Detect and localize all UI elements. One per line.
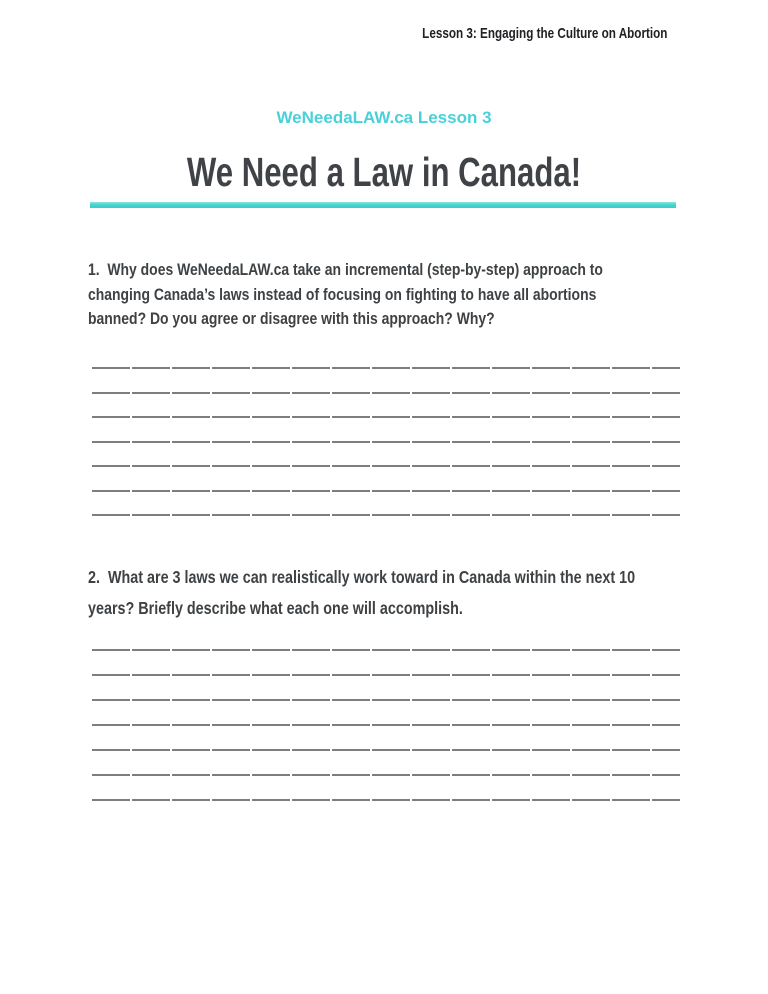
- worksheet-subtitle: WeNeedaLAW.ca Lesson 3: [276, 108, 492, 127]
- question-1-text-line: banned? Do you agree or disagree with this approach? Why?: [88, 309, 495, 328]
- answer-line: [92, 465, 680, 467]
- answer-line: [92, 392, 680, 394]
- answer-line: [92, 441, 680, 443]
- answer-line: [92, 367, 680, 369]
- question-1-answer-lines: [92, 367, 680, 516]
- answer-line: [92, 674, 680, 676]
- lesson-header: Lesson 3: Engaging the Culture on Abortion: [421, 25, 667, 42]
- answer-line: [92, 699, 680, 701]
- answer-line: [92, 514, 680, 516]
- answer-line: [92, 724, 680, 726]
- answer-line: [92, 774, 680, 776]
- answer-line: [92, 799, 680, 801]
- question-2-text-line: 2. What are 3 laws we can realistically work toward in Canada within the next 10: [88, 567, 636, 587]
- answer-line: [92, 416, 680, 418]
- question-2: [88, 562, 755, 624]
- page-title: We Need a Law in Canada!: [186, 149, 582, 195]
- question-1-text-line: changing Canada’s laws instead of focusing on fighting to have all abortions: [88, 284, 597, 304]
- question-2-answer-lines: [92, 649, 680, 801]
- question-1-text-line: 1. Why does WeNeedaLAW.ca take an incremental (step-by-step) approach to: [88, 260, 603, 279]
- answer-line: [92, 749, 680, 751]
- question-1: [88, 258, 716, 332]
- answer-line: [92, 490, 680, 492]
- question-2-text-line: years? Briefly describe what each one will accomplish.: [88, 598, 463, 618]
- title-divider-rule: [90, 202, 676, 208]
- answer-line: [92, 649, 680, 651]
